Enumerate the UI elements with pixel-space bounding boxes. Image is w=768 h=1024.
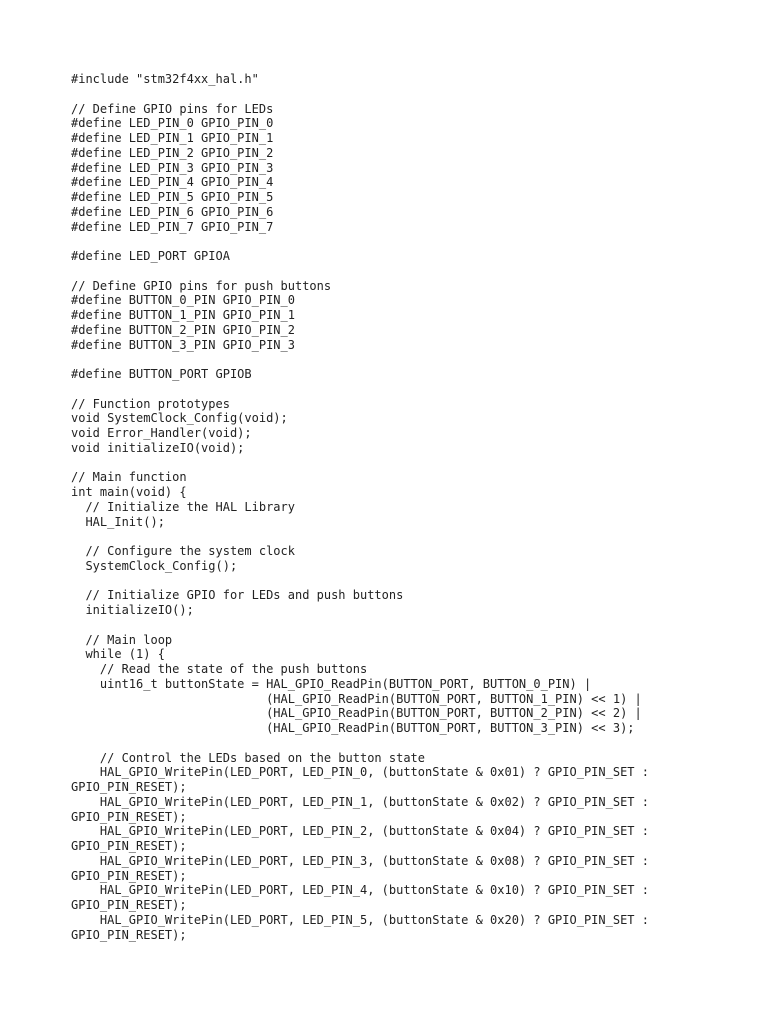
code-line: // Configure the system clock <box>71 544 295 558</box>
code-line: // Main loop <box>71 632 173 647</box>
code-line: GPIO_PIN_RESET); <box>71 868 187 883</box>
code-line: GPIO_PIN_RESET); <box>71 809 187 824</box>
code-line: #define BUTTON_3_PIN GPIO_PIN_3 <box>71 337 295 352</box>
code-line <box>71 382 731 397</box>
code-line: HAL_GPIO_WritePin(LED_PORT, LED_PIN_5, (buttonState & 0x20) ? GPIO_PIN_SET : <box>71 912 649 927</box>
code-line <box>71 574 731 589</box>
code-line: // Initialize the HAL Library <box>71 499 295 514</box>
code-line: SystemClock_Config(); <box>71 558 238 573</box>
code-line: #define BUTTON_1_PIN GPIO_PIN_1 <box>71 308 295 322</box>
code-line <box>71 234 731 249</box>
code-line: void initializeIO(void); <box>71 440 245 455</box>
code-line: // Initialize GPIO for LEDs and push buttons <box>71 588 404 603</box>
code-line: #define LED_PIN_4 GPIO_PIN_4 <box>71 175 274 190</box>
code-line: HAL_GPIO_WritePin(LED_PORT, LED_PIN_3, (buttonState & 0x08) ? GPIO_PIN_SET : <box>71 853 649 868</box>
code-line: #define LED_PIN_2 GPIO_PIN_2 <box>71 145 274 160</box>
code-line: // Main function <box>71 470 187 485</box>
code-line: // Function prototypes <box>71 396 230 411</box>
code-line: #define LED_PIN_1 GPIO_PIN_1 <box>71 131 274 145</box>
code-line: GPIO_PIN_RESET); <box>71 898 187 912</box>
code-line: HAL_GPIO_WritePin(LED_PORT, LED_PIN_4, (buttonState & 0x10) ? GPIO_PIN_SET : <box>71 883 649 898</box>
code-line: HAL_GPIO_WritePin(LED_PORT, LED_PIN_2, (buttonState & 0x04) ? GPIO_PIN_SET : <box>71 824 649 839</box>
code-line: while (1) { <box>71 647 165 662</box>
code-line: (HAL_GPIO_ReadPin(BUTTON_PORT, BUTTON_3_PIN) << 3); <box>71 721 635 735</box>
code-line: // Define GPIO pins for LEDs <box>71 101 274 116</box>
code-line: uint16_t buttonState = HAL_GPIO_ReadPin(BUTTON_PORT, BUTTON_0_PIN) | <box>71 676 592 691</box>
code-line: void Error_Handler(void); <box>71 426 252 440</box>
code-line: #define LED_PIN_0 GPIO_PIN_0 <box>71 116 274 131</box>
code-line: HAL_Init(); <box>71 514 165 529</box>
code-listing <box>71 72 731 942</box>
code-line: (HAL_GPIO_ReadPin(BUTTON_PORT, BUTTON_1_PIN) << 1) | <box>71 691 642 706</box>
code-line <box>71 618 731 633</box>
code-line: #define BUTTON_2_PIN GPIO_PIN_2 <box>71 322 295 337</box>
code-line: HAL_GPIO_WritePin(LED_PORT, LED_PIN_1, (buttonState & 0x02) ? GPIO_PIN_SET : <box>71 794 649 809</box>
code-line <box>71 456 731 471</box>
code-line: GPIO_PIN_RESET); <box>71 927 187 942</box>
code-line <box>71 352 731 367</box>
code-line: GPIO_PIN_RESET); <box>71 780 187 794</box>
code-line: #define LED_PIN_7 GPIO_PIN_7 <box>71 219 274 234</box>
code-line: int main(void) { <box>71 485 187 499</box>
code-line <box>71 87 731 102</box>
code-line: #define BUTTON_0_PIN GPIO_PIN_0 <box>71 293 295 308</box>
code-line: (HAL_GPIO_ReadPin(BUTTON_PORT, BUTTON_2_PIN) << 2) | <box>71 706 642 721</box>
code-line: // Read the state of the push buttons <box>71 662 368 676</box>
code-line: #include "stm32f4xx_hal.h" <box>71 72 259 86</box>
code-line <box>71 264 731 279</box>
code-line: GPIO_PIN_RESET); <box>71 839 187 853</box>
code-line: void SystemClock_Config(void); <box>71 411 288 426</box>
code-line: #define LED_PIN_5 GPIO_PIN_5 <box>71 190 274 204</box>
code-line: #define LED_PIN_3 GPIO_PIN_3 <box>71 160 274 175</box>
code-line <box>71 529 731 544</box>
code-line: #define BUTTON_PORT GPIOB <box>71 367 252 381</box>
code-line: // Control the LEDs based on the button state <box>71 750 426 765</box>
code-line: #define LED_PIN_6 GPIO_PIN_6 <box>71 204 274 219</box>
code-line <box>71 736 731 751</box>
code-line: #define LED_PORT GPIOA <box>71 249 230 263</box>
code-line: HAL_GPIO_WritePin(LED_PORT, LED_PIN_0, (buttonState & 0x01) ? GPIO_PIN_SET : <box>71 765 649 780</box>
code-line: // Define GPIO pins for push buttons <box>71 278 332 293</box>
code-line: initializeIO(); <box>71 603 194 617</box>
